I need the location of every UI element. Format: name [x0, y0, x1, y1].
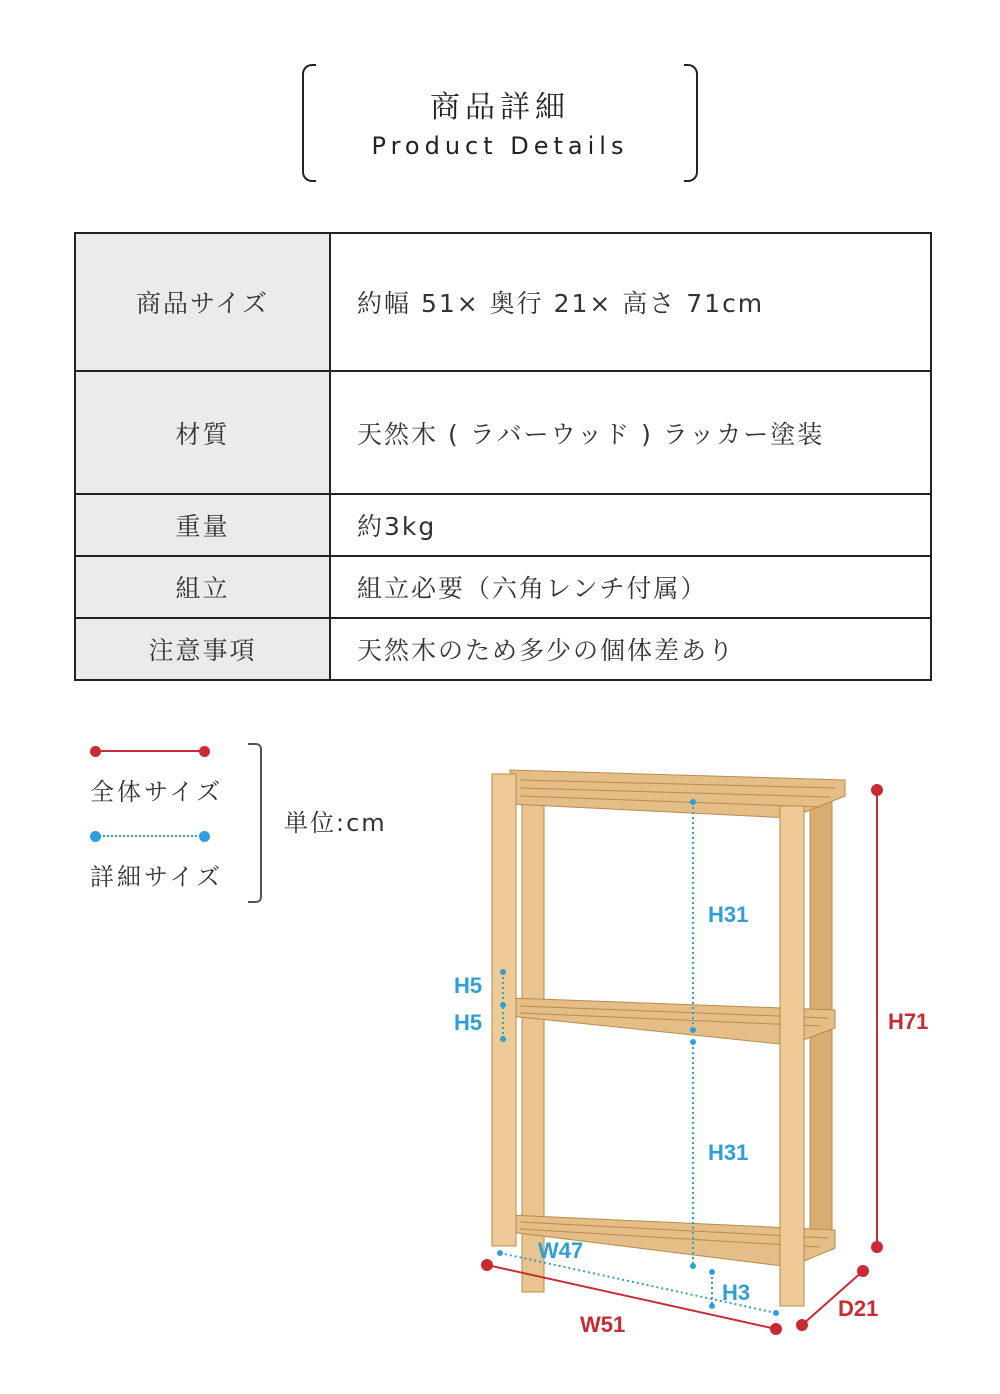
table-row — [75, 618, 931, 680]
dimension-label-h31-top: H31 — [708, 902, 749, 927]
dimension-dot — [690, 1027, 696, 1033]
dimension-dot — [709, 1303, 715, 1309]
legend-dot — [199, 831, 210, 842]
spec-value-weight: 約3kg — [330, 494, 931, 556]
dimension-label-d21: D21 — [838, 1296, 879, 1321]
dimension-dot — [771, 1324, 781, 1334]
front-right-leg — [780, 806, 804, 1306]
dimension-dot — [797, 1320, 807, 1330]
dimension-dot — [773, 1310, 779, 1316]
dimension-label-h31-bottom: H31 — [708, 1140, 749, 1165]
dimension-label-h3: H3 — [722, 1280, 751, 1305]
table-row — [75, 233, 931, 371]
spec-label-size: 商品サイズ — [75, 233, 330, 371]
overall-size-legend-label: 全体サイズ — [90, 778, 224, 806]
spec-value-notes: 天然木のため多少の個体差あり — [330, 618, 931, 680]
spec-label-notes: 注意事項 — [75, 618, 330, 680]
shelf-illustration — [492, 770, 845, 1306]
table-row — [75, 556, 931, 618]
spec-label-assembly: 組立 — [75, 556, 330, 618]
spec-label-material: 材質 — [75, 371, 330, 494]
dimension-dot — [500, 1036, 506, 1042]
table-row — [75, 371, 931, 494]
page-subtitle: Product Details — [371, 132, 629, 160]
section-header — [300, 64, 700, 182]
dimension-dot — [500, 1002, 506, 1008]
dimension-dot — [690, 1263, 696, 1269]
dimension-label-w47: W47 — [538, 1238, 584, 1263]
dimension-label-w51: W51 — [580, 1312, 626, 1337]
dimension-dot — [500, 969, 506, 975]
dimension-dot — [482, 1260, 492, 1270]
dimension-dot — [709, 1269, 715, 1275]
dimension-dot — [690, 1039, 696, 1045]
spec-value-material: 天然木 ( ラバーウッド ) ラッカー塗装 — [330, 371, 931, 494]
dimension-dot — [872, 1242, 882, 1252]
front-left-leg — [492, 774, 516, 1246]
unit-label: 単位:cm — [284, 809, 387, 837]
page-title: 商品詳細 — [430, 90, 570, 125]
dimension-label-h5-lower: H5 — [454, 1010, 483, 1035]
detail-size-legend-label: 詳細サイズ — [90, 863, 224, 891]
spec-label-weight: 重量 — [75, 494, 330, 556]
legend-dot — [90, 746, 101, 757]
legend-dot — [199, 746, 210, 757]
spec-value-size: 約幅 51× 奥行 21× 高さ 71cm — [330, 233, 931, 371]
spec-value-assembly: 組立必要（六角レンチ付属） — [330, 556, 931, 618]
dimension-dot — [497, 1250, 503, 1256]
dimension-dot — [690, 799, 696, 805]
spec-table — [74, 232, 932, 681]
table-row — [75, 494, 931, 556]
dimension-dot — [858, 1266, 868, 1276]
dimension-label-h5-upper: H5 — [454, 973, 483, 998]
dimension-label-h71: H71 — [888, 1009, 929, 1034]
legend-dot — [90, 831, 101, 842]
detail-size-legend-line — [95, 835, 205, 837]
shelf-dimension-diagram — [440, 760, 940, 1360]
legend-bracket — [248, 743, 262, 903]
dimension-dot — [872, 785, 882, 795]
overall-size-legend-line — [95, 750, 205, 752]
